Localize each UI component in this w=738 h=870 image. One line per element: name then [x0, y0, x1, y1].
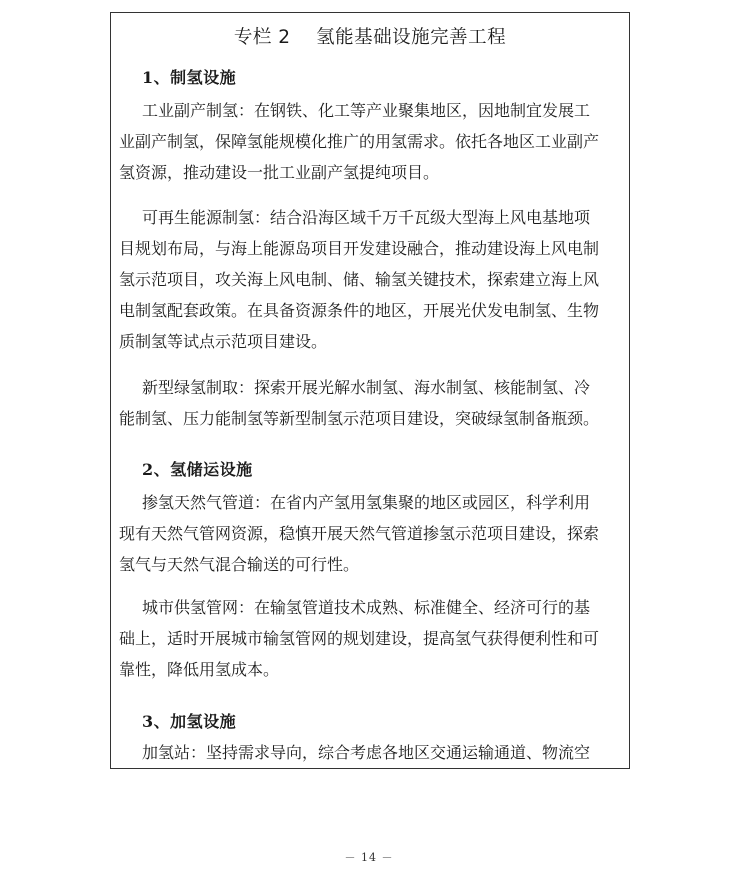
paragraph-line: 氢资源，推动建设一批工业副产氢提纯项目。: [119, 163, 440, 182]
paragraph-line: 工业副产制氢：在钢铁、化工等产业聚集地区，因地制宜发展工: [142, 101, 591, 120]
section-heading: 3、加氢设施: [142, 712, 237, 731]
paragraph-line: 质制氢等试点示范项目建设。: [119, 332, 328, 351]
paragraph-line: 电制氢配套政策。在具备资源条件的地区，开展光伏发电制氢、生物: [119, 301, 600, 320]
paragraph-line: 可再生能源制氢：结合沿海区域千万千瓦级大型海上风电基地项: [142, 208, 591, 227]
section-heading: 2、氢储运设施: [142, 460, 253, 479]
paragraph-line: 能制氢、压力能制氢等新型制氢示范项目建设，突破绿氢制备瓶颈。: [119, 409, 600, 428]
paragraph-line: 现有天然气管网资源，稳慎开展天然气管道掺氢示范项目建设，探索: [119, 524, 600, 543]
paragraph-line: 加氢站：坚持需求导向，综合考虑各地区交通运输通道、物流空: [142, 743, 591, 762]
paragraph-line: 氢示范项目，攻关海上风电制、储、输氢关键技术，探索建立海上风: [119, 270, 600, 289]
column-box: [110, 12, 630, 769]
section-heading: 1、制氢设施: [142, 68, 237, 87]
column-title: 专栏 2 氢能基础设施完善工程: [233, 27, 507, 48]
paragraph-line: 城市供氢管网：在输氢管道技术成熟、标准健全、经济可行的基: [142, 598, 591, 617]
paragraph-line: 目规划布局，与海上能源岛项目开发建设融合，推动建设海上风电制: [119, 239, 600, 258]
page-number: － 14 －: [344, 851, 394, 864]
paragraph-line: 掺氢天然气管道：在省内产氢用氢集聚的地区或园区，科学利用: [142, 493, 591, 512]
paragraph-line: 氢气与天然气混合输送的可行性。: [119, 555, 360, 574]
paragraph-line: 新型绿氢制取：探索开展光解水制氢、海水制氢、核能制氢、冷: [142, 378, 591, 397]
paragraph-line: 础上，适时开展城市输氢管网的规划建设，提高氢气获得便利性和可: [119, 629, 600, 648]
paragraph-line: 靠性，降低用氢成本。: [119, 660, 280, 679]
paragraph-line: 业副产制氢，保障氢能规模化推广的用氢需求。依托各地区工业副产: [119, 132, 600, 151]
